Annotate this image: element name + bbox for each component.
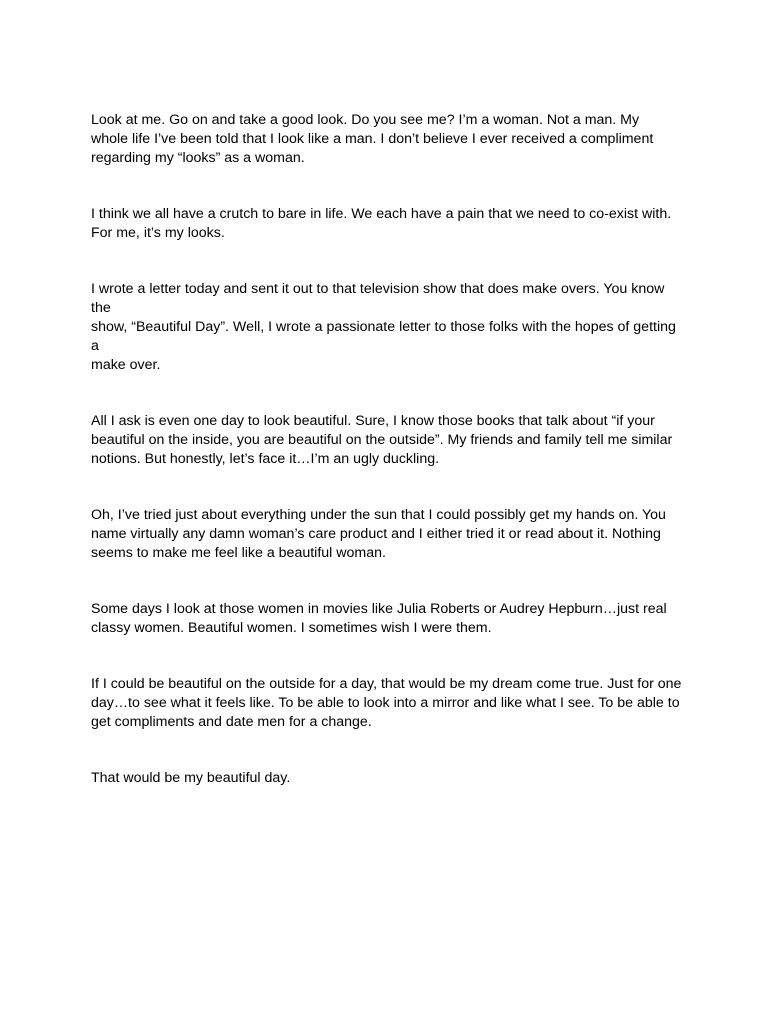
paragraph-3: I wrote a letter today and sent it out to that television show that does make overs. You know the show, “Beautiful Day”. Well, I wrote a passionate letter to those folks with the hopes of getting a make over. <box>91 281 676 373</box>
paragraph-7: If I could be beautiful on the outside for a day, that would be my dream come true. Just for one day…to see what it feels like. To be able to look into a mirror and like what I see. To be able to get compliments and date men for a change. <box>91 676 682 730</box>
paragraph-2: I think we all have a crutch to bare in life. We each have a pain that we need to co-exist with. For me, it’s my looks. <box>91 206 672 241</box>
paragraph-6: Some days I look at those women in movies like Julia Roberts or Audrey Hepburn…just real classy women. Beautiful women. I sometimes wish I were them. <box>91 601 667 636</box>
document-body <box>91 92 683 825</box>
paragraph-8: That would be my beautiful day. <box>91 770 291 786</box>
paragraph-5: Oh, I’ve tried just about everything under the sun that I could possibly get my hands on. You name virtually any damn woman’s care product and I either tried it or read about it. Nothing seems to make me feel like a beautiful woman. <box>91 507 666 561</box>
paragraph-1: Look at me. Go on and take a good look. Do you see me? I’m a woman. Not a man. My whole life I’ve been told that I look like a man. I don’t believe I ever received a compliment regarding my “looks” as a woman. <box>91 112 654 166</box>
paragraph-4: All I ask is even one day to look beautiful. Sure, I know those books that talk about “if your beautiful on the inside, you are beautiful on the outside”. My friends and family tell me similar notions. But honestly, let’s face it…I’m an ugly duckling. <box>91 413 673 467</box>
